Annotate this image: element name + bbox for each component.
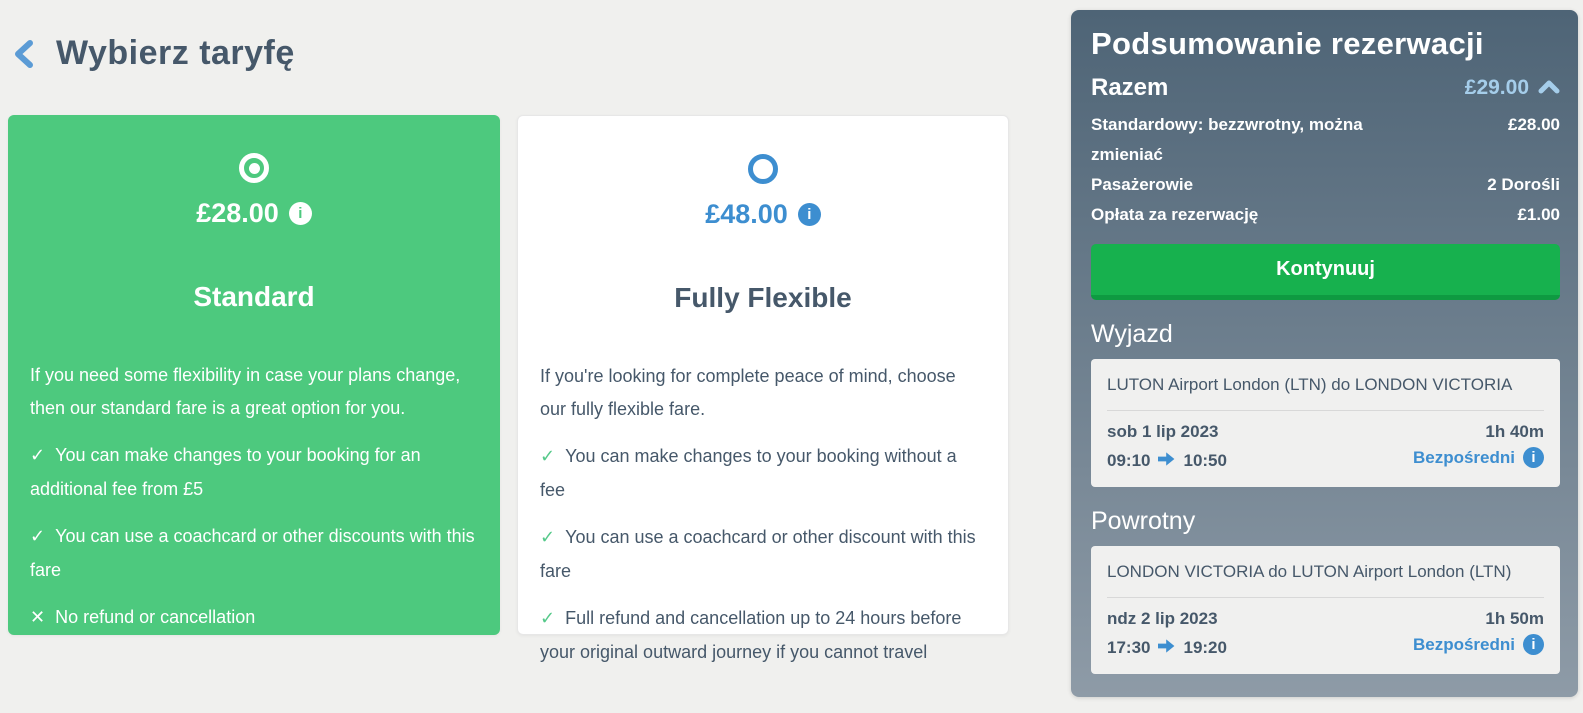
feature-text: You can make changes to your booking without a fee: [540, 446, 957, 500]
check-icon: ✓: [30, 445, 46, 465]
price-row: [30, 198, 478, 229]
price-row: [540, 199, 986, 230]
outbound-route: LUTON Airport London (LTN) do LONDON VICTORIA: [1107, 375, 1513, 394]
feature-text: Full refund and cancellation up to 24 hours before your original outward journey if you cannot travel: [540, 608, 962, 662]
fare-name: Standard: [193, 281, 315, 312]
check-icon: ✓: [540, 527, 556, 547]
return-route: LONDON VICTORIA do LUTON Airport London (LTN): [1107, 562, 1512, 581]
fare-feature: [30, 519, 478, 587]
booking-summary-panel: [1071, 10, 1578, 697]
total-row: [1091, 74, 1560, 102]
return-duration: 1h 50m: [1485, 609, 1544, 628]
continue-button[interactable]: Kontynuuj: [1091, 244, 1560, 300]
fare-card-fully-flexible[interactable]: [517, 115, 1009, 662]
summary-row-fare: [1091, 110, 1560, 170]
info-icon[interactable]: [1523, 447, 1544, 468]
outbound-date: sob 1 lip 2023: [1107, 422, 1219, 441]
depart-time: 17:30: [1107, 638, 1151, 657]
fare-card-standard[interactable]: [8, 115, 500, 635]
arrow-right-icon: [1158, 638, 1175, 658]
radio-row: [30, 153, 478, 183]
fare-price: £48.00: [705, 199, 788, 229]
radio-selected-icon[interactable]: [239, 153, 269, 183]
fare-price: £28.00: [196, 198, 279, 228]
row-value: 2 Dorośli: [1487, 175, 1560, 194]
total-amount: £29.00: [1464, 76, 1529, 99]
divider: [1107, 597, 1544, 598]
return-date-row: [1107, 609, 1544, 629]
return-card: [1091, 546, 1560, 674]
fare-feature: [30, 438, 478, 506]
fare-feature: [540, 520, 986, 588]
radio-row: [540, 154, 986, 184]
fare-feature: [540, 601, 986, 669]
return-date: ndz 2 lip 2023: [1107, 609, 1218, 628]
return-heading: Powrotny: [1091, 507, 1196, 535]
outbound-duration: 1h 40m: [1485, 422, 1544, 441]
outbound-direct-link[interactable]: [1413, 447, 1544, 468]
total-value-toggle[interactable]: [1465, 76, 1560, 100]
outbound-times: [1107, 451, 1227, 471]
radio-unselected-icon[interactable]: [748, 154, 778, 184]
arrive-time: 10:50: [1183, 451, 1227, 470]
direct-label: Bezpośredni: [1412, 447, 1515, 467]
fare-feature: [540, 439, 986, 507]
divider: [1107, 410, 1544, 411]
summary-row-passengers: [1091, 170, 1560, 200]
row-value: £1.00: [1517, 205, 1560, 224]
cross-icon: ✕: [30, 607, 46, 627]
summary-rows: [1091, 110, 1560, 230]
fare-description: If you need some flexibility in case your plans change, then our standard fare is a great option for you.: [30, 365, 461, 418]
back-chevron-icon[interactable]: [12, 38, 36, 70]
fare-name: Fully Flexible: [674, 282, 852, 313]
row-label: Pasażerowie: [1091, 175, 1194, 194]
return-times: [1107, 638, 1227, 658]
return-time-row: [1107, 631, 1544, 658]
total-label: Razem: [1091, 74, 1169, 101]
outbound-date-row: [1107, 422, 1544, 442]
info-icon[interactable]: [289, 202, 312, 225]
page-title: Wybierz taryfę: [56, 34, 295, 72]
check-icon: ✓: [540, 446, 556, 466]
arrow-right-icon: [1158, 451, 1175, 471]
return-direct-link[interactable]: [1413, 634, 1544, 655]
row-label: Standardowy: bezzwrotny, można zmieniać: [1091, 115, 1363, 164]
arrive-time: 19:20: [1183, 638, 1227, 657]
page-header: [12, 34, 295, 73]
fare-feature: [30, 600, 478, 634]
info-icon[interactable]: [798, 203, 821, 226]
feature-text: No refund or cancellation: [55, 607, 256, 627]
row-value: £28.00: [1508, 115, 1560, 134]
feature-text: You can make changes to your booking for an additional fee from £5: [30, 445, 421, 499]
fare-cards: [8, 115, 1009, 662]
chevron-up-icon: [1538, 76, 1560, 100]
row-label: Opłata za rezerwację: [1091, 205, 1259, 224]
feature-text: You can use a coachcard or other discount with this fare: [540, 527, 976, 581]
outbound-card: [1091, 359, 1560, 487]
depart-time: 09:10: [1107, 451, 1151, 470]
summary-title: Podsumowanie rezerwacji: [1091, 26, 1484, 61]
outbound-heading: Wyjazd: [1091, 320, 1173, 348]
direct-label: Bezpośredni: [1412, 634, 1515, 654]
outbound-time-row: [1107, 444, 1544, 471]
info-icon[interactable]: [1523, 634, 1544, 655]
check-icon: ✓: [30, 526, 46, 546]
summary-row-booking-fee: [1091, 200, 1560, 230]
check-icon: ✓: [540, 608, 556, 628]
fare-description: If you're looking for complete peace of mind, choose our fully flexible fare.: [540, 366, 956, 419]
feature-text: You can use a coachcard or other discounts with this fare: [30, 526, 475, 580]
